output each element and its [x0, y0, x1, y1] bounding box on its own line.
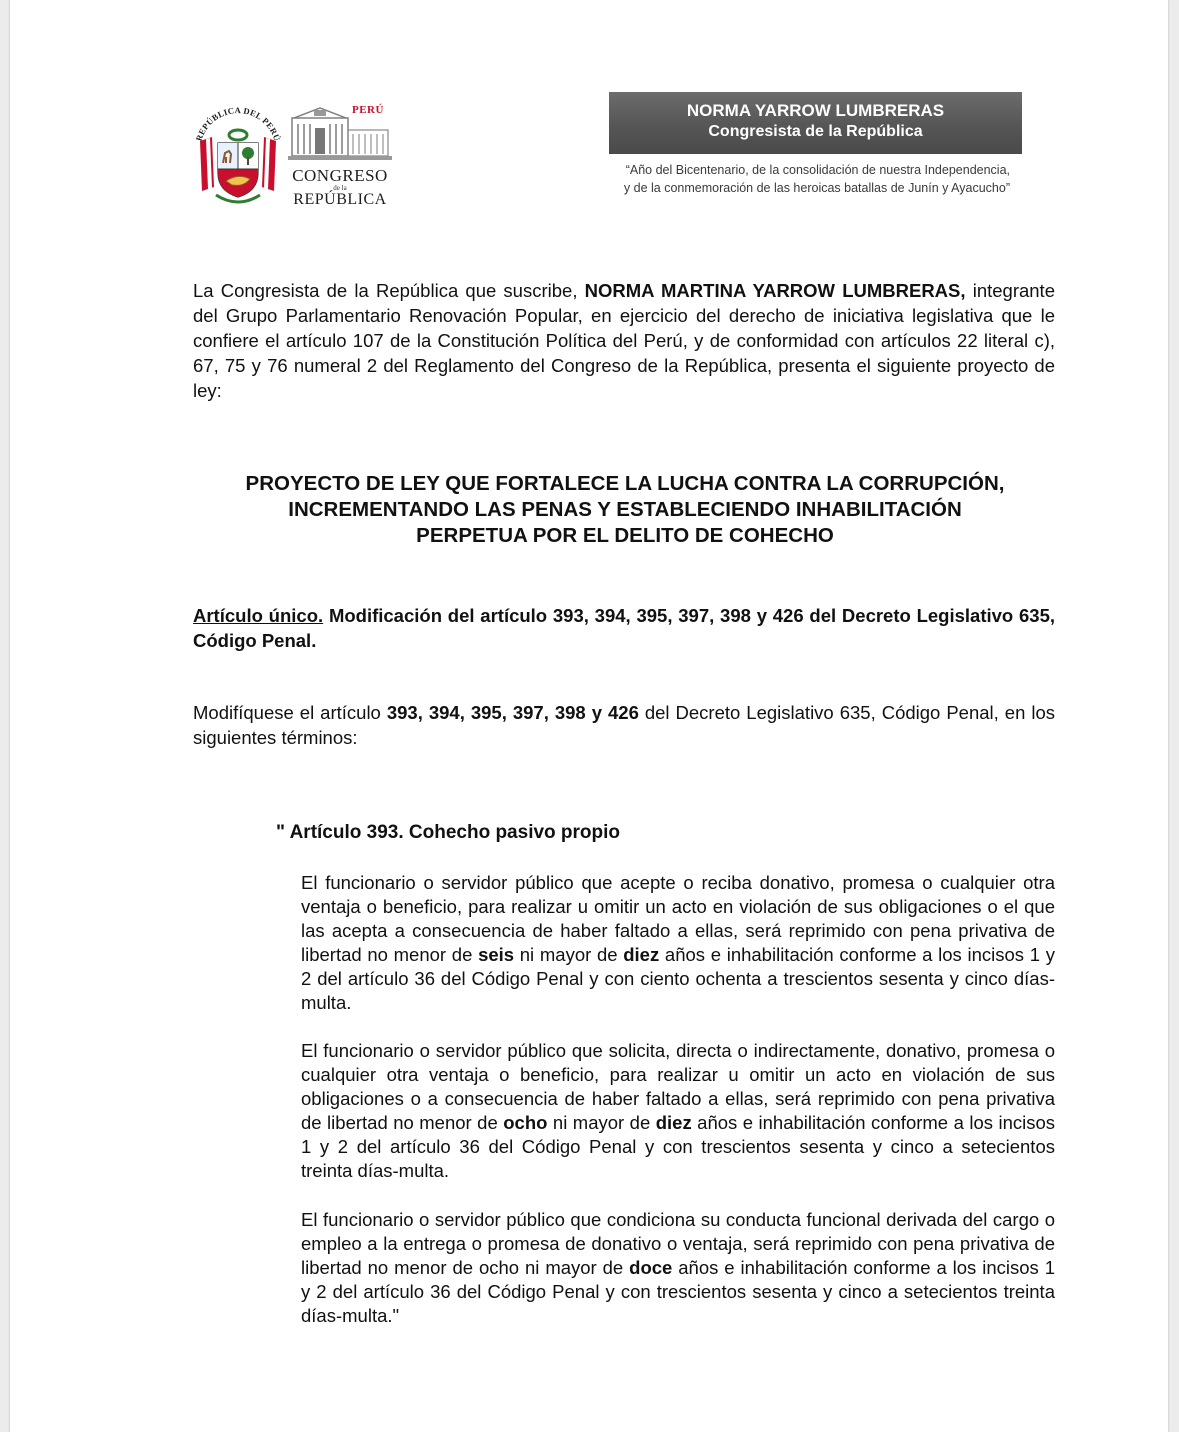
bill-title-line-3: PERPETUA POR EL DELITO DE COHECHO — [416, 524, 834, 547]
p3-text-a: El funcionario o servidor público que condiciona su conducta funcional derivada del cargo o empleo a la entrega o promesa de donativo o ventaja, será reprimido con pena privativa de libertad no menor de ocho ni mayor de — [301, 1209, 1055, 1278]
congresswoman-name: NORMA YARROW LUMBRERAS — [686, 101, 945, 120]
p1-text-d: años e inhabilitación conforme a los incisos 1 y 2 del artículo 36 del Código Penal y con ciento ochenta a trescientos sesenta y cinco días-multa. — [301, 944, 1055, 1013]
bill-title-line-1: PROYECTO DE LEY QUE FORTALECE LA LUCHA CONTRA LA CORRUPCIÓN, — [245, 472, 1005, 495]
p2-text-c: ni mayor de — [547, 1112, 656, 1133]
p2-bold-2: diez — [655, 1112, 692, 1133]
article-393-paragraph-2 — [301, 1039, 1055, 1183]
article-heading — [193, 603, 1055, 653]
congresswoman-name-box — [609, 92, 1022, 154]
p1-text-c: ni mayor de — [514, 944, 624, 965]
p3-bold-1: doce — [629, 1257, 673, 1278]
p1-bold-2: diez — [623, 944, 660, 965]
article-text: Modificación del artículo 393, 394, 395, 397, 398 y 426 del Decreto Legislativo 635, Código Penal. — [193, 605, 1056, 651]
peru-coat-of-arms-icon — [192, 99, 284, 211]
modification-rest: del Decreto Legislativo 635, Código Penal, en los siguientes términos: — [193, 702, 1056, 748]
logo-republica-text: REPÚBLICA — [293, 191, 387, 208]
logo-dela-text: de la — [333, 184, 347, 192]
congreso-logo — [286, 104, 394, 212]
p1-bold-1: seis — [478, 944, 515, 965]
article-393-title: " Artículo 393. Cohecho pasivo propio — [276, 822, 621, 843]
p2-text-d: años e inhabilitación conforme a los incisos 1 y 2 del artículo 36 del Código Penal y con trescientos sesenta y cinco a setecientos treinta días-multa. — [301, 1112, 1056, 1181]
intro-name-bold: NORMA MARTINA YARROW LUMBRERAS, — [584, 280, 966, 301]
intro-lead: La Congresista de la República que suscribe, — [193, 280, 585, 301]
article-393-paragraph-1 — [301, 871, 1055, 1015]
p2-bold-1: ocho — [503, 1112, 548, 1133]
p1-text-a: El funcionario o servidor público que acepte o reciba donativo, promesa o cualquier otra ventaja o beneficio, para realizar u omitir un acto en violación de sus obligaciones o el que las acepta a consecuencia de haber faltado a ellas, será reprimido con pena privativa de libertad no menor de — [301, 872, 1055, 965]
article-393-paragraph-3 — [301, 1208, 1055, 1328]
congresswoman-role: Congresista de la República — [708, 123, 923, 140]
article-label: Artículo único. — [193, 605, 324, 626]
intro-rest: integrante del Grupo Parlamentario Renovación Popular, en ejercicio del derecho de iniciativa legislativa que le confiere el artículo 107 de la Constitución Política del Perú, y de conformidad con artículos 22 literal c), 67, 75 y 76 numeral 2 del Reglamento del Congreso de la República, presenta el siguiente proyecto de ley: — [193, 280, 1055, 401]
p3-text-d: años e inhabilitación conforme a los incisos 1 y 2 del artículo 36 del Código Penal y con trescientos sesenta y cinco a setecientos treinta días-multa." — [301, 1257, 1055, 1326]
p2-text-a: El funcionario o servidor público que solicita, directa o indirectamente, donativo, promesa o cualquier otra ventaja o beneficio, para realizar u omitir un acto en violación de sus obligaciones o a consecuencia de haber faltado a ellas, será reprimido con pena privativa de libertad no menor de — [301, 1040, 1055, 1133]
year-motto-line-1: “Año del Bicentenario, de la consolidación de nuestra Independencia, — [625, 163, 1010, 177]
bill-title-line-2: INCREMENTANDO LAS PENAS Y ESTABLECIENDO INHABILITACIÓN — [288, 498, 962, 521]
modification-articles: 393, 394, 395, 397, 398 y 426 — [386, 702, 639, 723]
intro-paragraph — [193, 278, 1055, 403]
modification-paragraph — [193, 700, 1055, 750]
logo-peru-text: PERÚ — [352, 104, 384, 116]
modification-lead: Modifíquese el artículo — [193, 702, 387, 723]
svg-text:REPÚBLICA DEL PERÚ: REPÚBLICA DEL PERÚ — [193, 105, 283, 143]
year-motto-line-2: y de la conmemoración de las heroicas batallas de Junín y Ayacucho” — [623, 181, 1010, 195]
document-page — [10, 0, 1168, 1432]
logo-congreso-text: CONGRESO — [292, 166, 388, 185]
